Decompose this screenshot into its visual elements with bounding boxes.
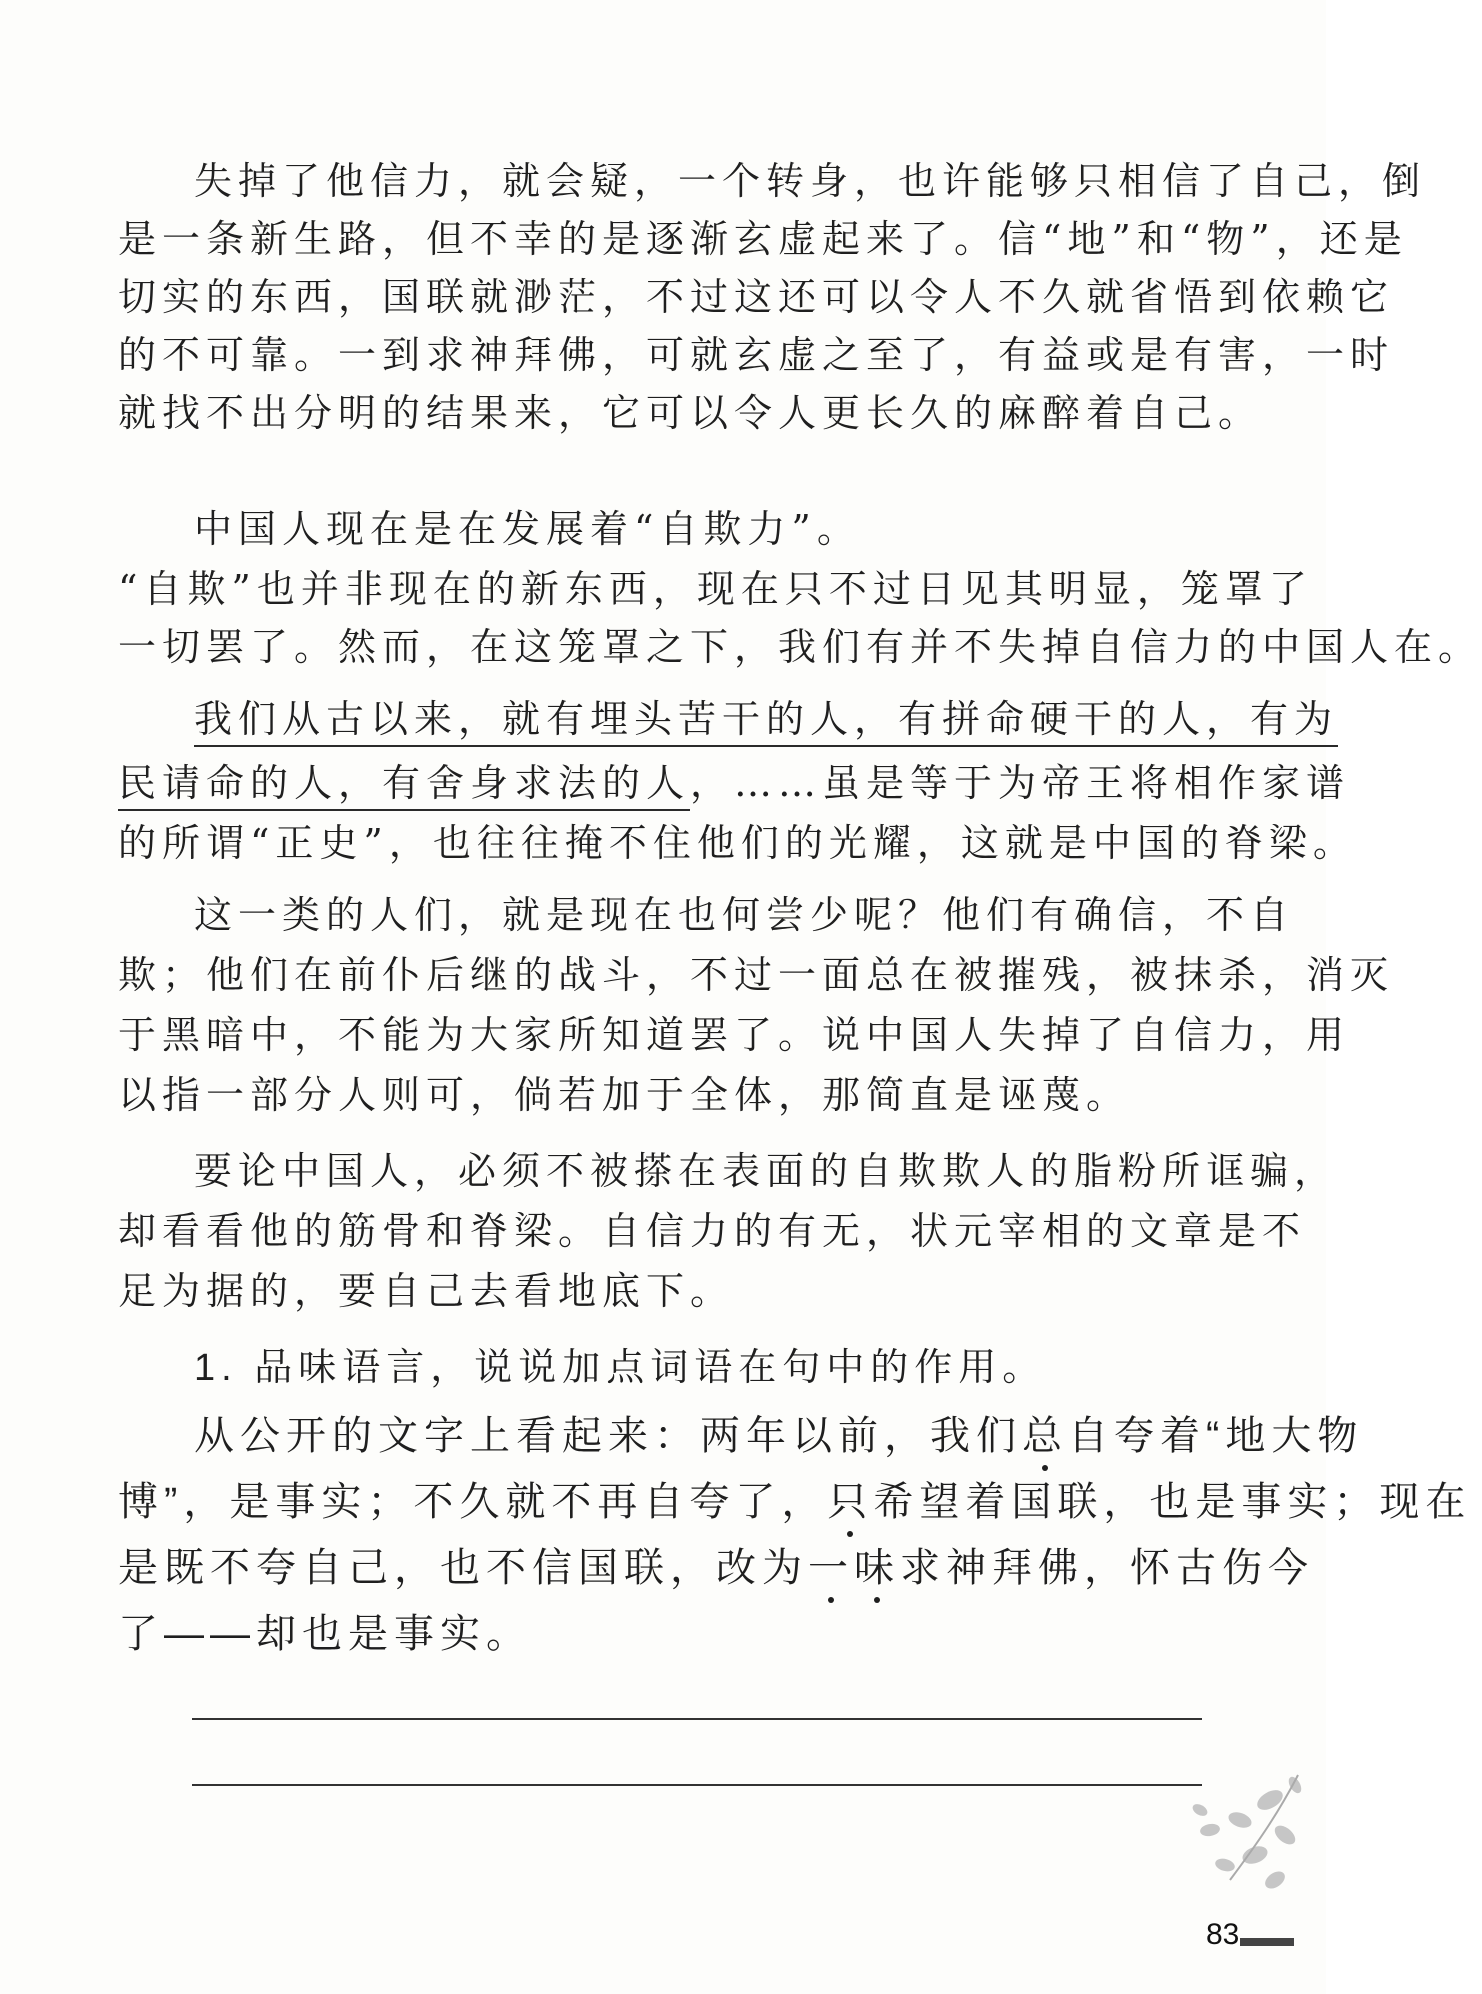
text-line: [194, 688, 1338, 743]
text-line: [118, 752, 1350, 807]
text-line: 这一类的人们，就是现在也何尝少呢？他们有确信，不自: [194, 893, 1295, 937]
text-segment: ，……虽是等于为帝王将相作家谱: [690, 761, 1351, 805]
page-number: 83: [1206, 1918, 1240, 1951]
underlined-text: 我们从古以来，就有埋头苦干的人，有拼命硬干的人，有为: [194, 697, 1338, 747]
text-line: 失掉了他信力，就会疑，一个转身，也许能够只相信了自己，倒: [194, 159, 1427, 203]
dotted-word: 只: [827, 1470, 873, 1527]
text-line: [118, 1470, 1471, 1527]
answer-line[interactable]: [192, 1718, 1202, 1720]
text-segment: 自夸着“地大物: [1068, 1414, 1364, 1458]
text-line: [194, 1404, 1363, 1461]
answer-line[interactable]: [192, 1784, 1202, 1786]
text-line: 以指一部分人则可，倘若加于全体，那简直是诬蔑。: [118, 1073, 1131, 1117]
text-line: 是一条新生路，但不幸的是逐渐玄虚起来了。信“地”和“物”，还是: [118, 217, 1408, 261]
text-line: 的不可靠。一到求神拜佛，可就玄虚之至了，有益或是有害，一时: [118, 333, 1395, 377]
text-segment: 希望着国联，也是事实；现在: [873, 1480, 1472, 1524]
text-line: “自欺”也并非现在的新东西，现在只不过日见其明显，笼罩了: [118, 567, 1313, 611]
text-line: [118, 1536, 1314, 1593]
leaf-decoration-icon: [1170, 1770, 1310, 1920]
text-segment: 求神拜佛，怀古伤今: [900, 1546, 1314, 1590]
text-line: 一切罢了。然而，在这笼罩之下，我们有并不失掉自信力的中国人在。: [118, 625, 1482, 669]
page-number-bar: [1240, 1938, 1294, 1946]
dotted-word: 总: [1022, 1404, 1068, 1461]
text-line: 的所谓“正史”，也往往掩不住他们的光耀，这就是中国的脊梁。: [118, 821, 1357, 865]
text-segment: 是既不夸自己，也不信国联，改为: [118, 1546, 808, 1590]
underlined-text: 民请命的人，有舍身求法的人: [118, 761, 690, 811]
text-line: 于黑暗中，不能为大家所知道罢了。说中国人失掉了自信力，用: [118, 1013, 1351, 1057]
text-line: 足为据的，要自己去看地底下。: [118, 1269, 735, 1313]
text-segment: 博”，是事实；不久就不再自夸了，: [118, 1480, 828, 1524]
text-line: 切实的东西，国联就渺茫，不过这还可以令人不久就省悟到依赖它: [118, 275, 1395, 319]
text-line: 了——却也是事实。: [118, 1612, 532, 1656]
text-segment: 从公开的文字上看起来：两年以前，我们: [194, 1414, 1022, 1458]
question-label: 1. 品味语言，说说加点词语在句中的作用。: [194, 1347, 1047, 1389]
dotted-word: 一: [808, 1536, 854, 1593]
text-line: 就找不出分明的结果来，它可以令人更长久的麻醉着自己。: [118, 391, 1263, 435]
text-line: 要论中国人，必须不被搽在表面的自欺欺人的脂粉所诓骗，: [194, 1149, 1339, 1193]
text-line: 欺；他们在前仆后继的战斗，不过一面总在被摧残，被抹杀，消灭: [118, 953, 1395, 997]
dotted-word: 味: [854, 1536, 900, 1593]
text-line: 中国人现在是在发展着“自欺力”。: [194, 507, 861, 551]
text-line: 却看看他的筋骨和脊梁。自信力的有无，状元宰相的文章是不: [118, 1209, 1307, 1253]
